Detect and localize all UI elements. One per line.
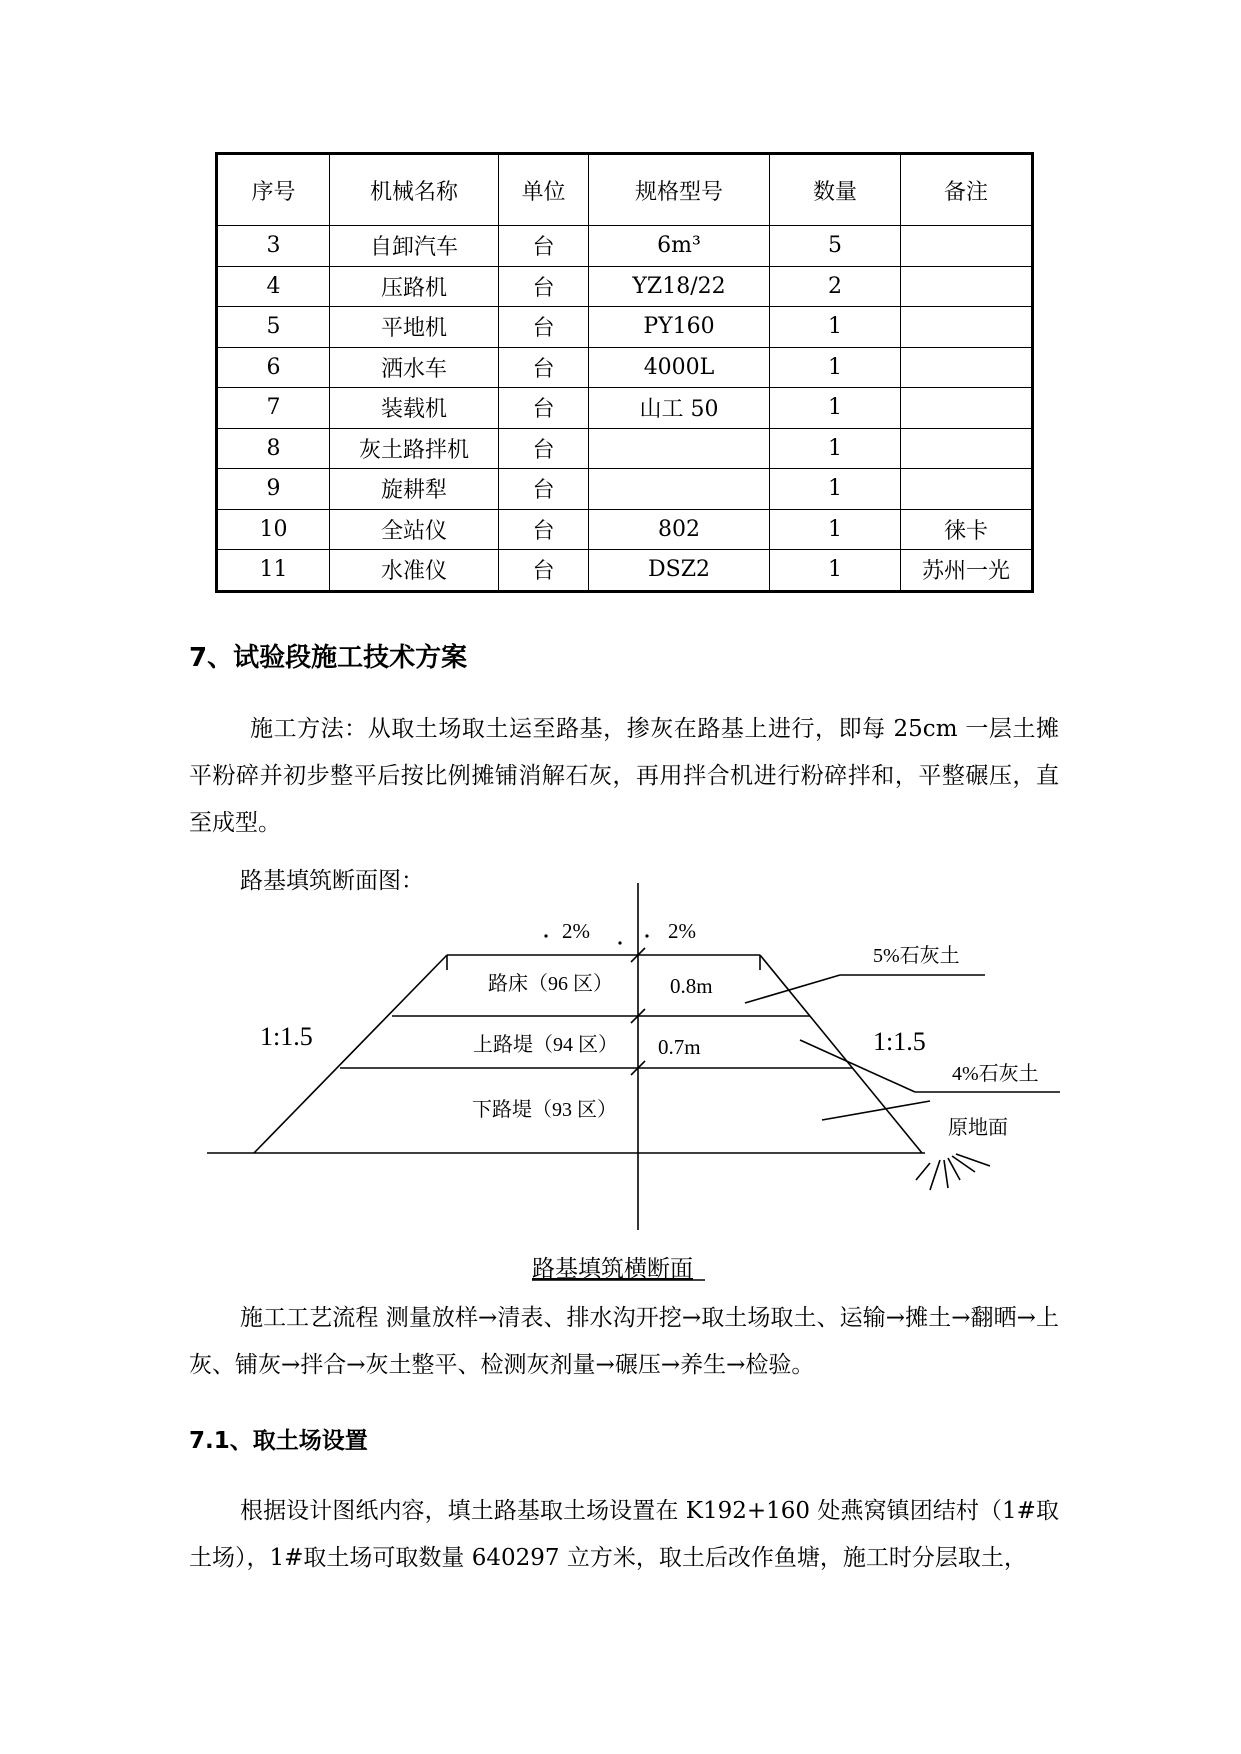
cell-qty: 5 <box>770 226 901 267</box>
cell-unit: 台 <box>499 266 589 307</box>
lime-4-label: 4%石灰土 <box>952 1063 1039 1085</box>
leader-5pct-lime <box>745 975 840 1003</box>
slope-left-percent: 2% <box>562 919 590 943</box>
cell-unit: 台 <box>499 550 589 592</box>
header-spec: 规格型号 <box>589 154 770 226</box>
ground-hatch <box>948 1158 960 1180</box>
layer-top-label: 路床（96 区） <box>488 973 613 995</box>
crown-dot <box>645 934 648 937</box>
cell-name: 水准仪 <box>330 550 499 592</box>
cell-qty: 1 <box>770 307 901 348</box>
side-slope-right-label: 1:1.5 <box>873 1027 926 1056</box>
left-slope-line <box>254 955 447 1153</box>
crown-dot <box>544 934 547 937</box>
thickness-mid-label: 0.7m <box>658 1035 701 1059</box>
crown-dot <box>618 941 621 944</box>
cell-qty: 1 <box>770 509 901 550</box>
header-remark: 备注 <box>901 154 1033 226</box>
cell-name: 自卸汽车 <box>330 226 499 267</box>
cell-spec: DSZ2 <box>589 550 770 592</box>
cell-unit: 台 <box>499 509 589 550</box>
cell-name: 装载机 <box>330 388 499 429</box>
cell-qty: 2 <box>770 266 901 307</box>
cell-unit: 台 <box>499 388 589 429</box>
ground-label: 原地面 <box>948 1117 1008 1139</box>
ground-hatch <box>930 1160 940 1190</box>
cell-spec: 山工 50 <box>589 388 770 429</box>
cell-seq: 8 <box>217 428 330 469</box>
process-flow-paragraph: 施工工艺流程 测量放样→清表、排水沟开挖→取土场取土、运输→摊土→翻晒→上灰、铺灰→拌合→灰土整平、检测灰剂量→碾压→养生→检验。 <box>189 1305 1059 1378</box>
cell-qty: 1 <box>770 428 901 469</box>
layer-bottom-label: 下路堤（93 区） <box>472 1099 617 1121</box>
ground-hatch <box>916 1163 930 1180</box>
cell-spec: 4000L <box>589 347 770 388</box>
cell-name: 灰土路拌机 <box>330 428 499 469</box>
ground-hatch <box>944 1160 948 1188</box>
diagram-caption: 路基填筑横断面 <box>532 1256 693 1281</box>
cell-seq: 3 <box>217 226 330 267</box>
cell-spec: YZ18/22 <box>589 266 770 307</box>
cell-remark: 苏州一光 <box>901 550 1033 592</box>
cell-name: 旋耕犁 <box>330 469 499 510</box>
cell-name: 平地机 <box>330 307 499 348</box>
cell-qty: 1 <box>770 388 901 429</box>
borrow-pit-paragraph: 根据设计图纸内容，填土路基取土场设置在 K192+160 处燕窝镇团结村（1#取土场），1#取土场可取数量 640297 立方米，取土后改作鱼塘，施工时分层取土， <box>189 1498 1059 1571</box>
cell-spec: PY160 <box>589 307 770 348</box>
lime-5-label: 5%石灰土 <box>873 945 960 967</box>
slope-right-percent: 2% <box>668 919 696 943</box>
cell-seq: 9 <box>217 469 330 510</box>
cell-qty: 1 <box>770 469 901 510</box>
construction-method-paragraph: 施工方法：从取土场取土运至路基，掺灰在路基上进行，即每 25cm 一层土摊平粉碎并初步整平后按比例摊铺消解石灰，再用拌合机进行粉碎拌和，平整碾压，直至成型。 <box>189 716 1059 836</box>
leader-ground <box>822 1101 930 1120</box>
header-unit: 单位 <box>499 154 589 226</box>
cell-qty: 1 <box>770 550 901 592</box>
cell-unit: 台 <box>499 428 589 469</box>
cell-qty: 1 <box>770 347 901 388</box>
cell-seq: 7 <box>217 388 330 429</box>
cell-seq: 6 <box>217 347 330 388</box>
header-machine-name: 机械名称 <box>330 154 499 226</box>
cell-name: 全站仪 <box>330 509 499 550</box>
header-quantity: 数量 <box>770 154 901 226</box>
cell-remark: 徕卡 <box>901 509 1033 550</box>
cell-unit: 台 <box>499 469 589 510</box>
section-7-1-heading: 7.1、取土场设置 <box>189 1428 368 1454</box>
thickness-top-label: 0.8m <box>670 974 713 998</box>
cell-seq: 10 <box>217 509 330 550</box>
diagram-label: 路基填筑断面图： <box>240 868 424 894</box>
header-seq: 序号 <box>217 154 330 226</box>
cell-spec: 802 <box>589 509 770 550</box>
cell-seq: 5 <box>217 307 330 348</box>
cell-seq: 4 <box>217 266 330 307</box>
cell-unit: 台 <box>499 307 589 348</box>
cell-seq: 11 <box>217 550 330 592</box>
cell-unit: 台 <box>499 347 589 388</box>
ground-hatch <box>952 1156 975 1172</box>
layer-mid-label: 上路堤（94 区） <box>473 1034 618 1056</box>
ground-hatch <box>956 1154 990 1166</box>
section-7-heading: 7、试验段施工技术方案 <box>189 643 468 673</box>
cell-spec: 6m³ <box>589 226 770 267</box>
cell-name: 洒水车 <box>330 347 499 388</box>
cell-name: 压路机 <box>330 266 499 307</box>
cell-unit: 台 <box>499 226 589 267</box>
side-slope-left-label: 1:1.5 <box>260 1022 313 1051</box>
